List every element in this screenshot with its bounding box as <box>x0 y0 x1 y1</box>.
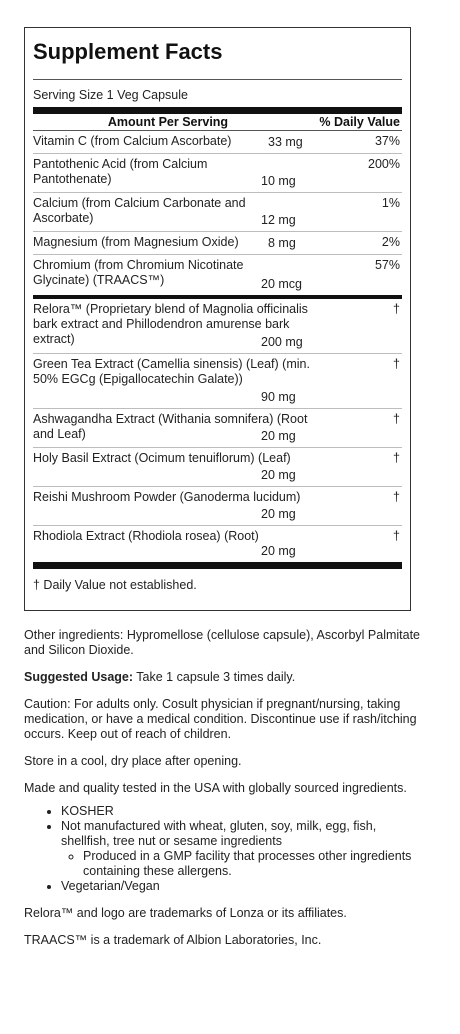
ingredient-amount: 20 mg <box>261 544 296 558</box>
ingredient-amount: 20 mg <box>261 429 296 443</box>
nutrient-daily-value: 200% <box>368 157 400 171</box>
list-item <box>83 849 424 879</box>
ingredient-daily-value: † <box>393 451 400 465</box>
other-ingredients: Other ingredients: Hypromellose (cellulose capsule), Ascorbyl Palmitate and Silicon Dioxide. <box>24 628 421 657</box>
nutrient-row <box>33 255 402 295</box>
ingredient-daily-value: † <box>393 490 400 504</box>
suggested-usage-label: Suggested Usage: <box>24 670 134 684</box>
list-item <box>61 804 424 819</box>
list-item-text: Vegetarian/Vegan <box>61 879 160 893</box>
thick-divider-top <box>33 107 402 114</box>
nutrient-row <box>33 131 402 154</box>
ingredient-name: Relora™ (Proprietary blend of Magnolia officinalis bark extract and Phillodendron amurense bark extract) <box>33 302 308 346</box>
nutrient-name: Calcium (from Calcium Carbonate and Ascorbate) <box>33 196 246 225</box>
ingredient-row <box>33 299 402 354</box>
nutrient-name: Pantothenic Acid (from Calcium Pantothenate) <box>33 157 208 186</box>
suggested-usage <box>24 670 424 685</box>
ingredient-row <box>33 487 402 526</box>
nutrient-name: Magnesium (from Magnesium Oxide) <box>33 235 239 249</box>
list-item <box>61 819 424 879</box>
list-item-text: Produced in a GMP facility that processes other ingredients containing these allergens. <box>83 849 412 878</box>
daily-value-footnote: † Daily Value not established. <box>33 578 197 592</box>
nutrient-amount: 8 mg <box>268 236 296 250</box>
ingredient-name: Rhodiola Extract (Rhodiola rosea) (Root) <box>33 529 259 543</box>
ingredient-row <box>33 354 402 409</box>
nutrient-row <box>33 154 402 193</box>
list-item-text: Not manufactured with wheat, gluten, soy, milk, egg, fish, shellfish, tree nut or sesame ingredients <box>61 819 377 848</box>
nutrient-daily-value: 57% <box>374 258 400 272</box>
ingredient-row <box>33 526 402 562</box>
title-divider <box>33 79 402 80</box>
nutrient-row <box>33 232 402 255</box>
ingredient-amount: 200 mg <box>261 335 303 349</box>
ingredient-name: Green Tea Extract (Camellia sinensis) (Leaf) (min. 50% EGCg (Epigallocatechin Galate)) <box>33 357 310 386</box>
product-attributes-list <box>24 804 424 894</box>
ingredient-name: Holy Basil Extract (Ocimum tenuiflorum) (Leaf) <box>33 451 291 465</box>
nutrient-row <box>33 193 402 232</box>
ingredient-row <box>33 409 402 448</box>
storage-text: Store in a cool, dry place after opening. <box>24 754 242 768</box>
facts-header-row <box>33 114 402 131</box>
thick-divider-bottom <box>33 562 402 569</box>
serving-size: Serving Size 1 Veg Capsule <box>33 88 188 102</box>
ingredient-daily-value: † <box>393 412 400 426</box>
nutrient-daily-value: 1% <box>381 196 400 210</box>
product-information <box>24 628 424 960</box>
nutrient-daily-value: 37% <box>374 134 400 148</box>
nutrient-amount: 20 mcg <box>261 277 302 291</box>
ingredient-row <box>33 448 402 487</box>
ingredient-name: Reishi Mushroom Powder (Ganoderma lucidum) <box>33 490 301 504</box>
nutrient-amount: 10 mg <box>261 174 296 188</box>
facts-title: Supplement Facts <box>33 39 223 64</box>
nutrient-daily-value: 2% <box>381 235 400 249</box>
ingredient-daily-value: † <box>393 302 400 316</box>
ingredient-name: Ashwagandha Extract (Withania somnifera) (Root and Leaf) <box>33 412 308 441</box>
suggested-usage-text: Take 1 capsule 3 times daily. <box>133 670 296 684</box>
nutrient-name: Vitamin C (from Calcium Ascorbate) <box>33 134 232 148</box>
ingredient-amount: 90 mg <box>261 390 296 404</box>
ingredient-daily-value: † <box>393 357 400 371</box>
nutrient-name: Chromium (from Chromium Nicotinate Glycinate) (TRAACS™) <box>33 258 244 287</box>
ingredient-amount: 20 mg <box>261 468 296 482</box>
ingredient-daily-value: † <box>393 529 400 543</box>
relora-trademark: Relora™ and logo are trademarks of Lonza or its affiliates. <box>24 906 347 920</box>
supplement-facts-panel <box>24 27 411 611</box>
traacs-trademark: TRAACS™ is a trademark of Albion Laboratories, Inc. <box>24 933 322 947</box>
made-in-text: Made and quality tested in the USA with globally sourced ingredients. <box>24 781 407 795</box>
ingredient-amount: 20 mg <box>261 507 296 521</box>
nutrient-amount: 33 mg <box>268 135 303 149</box>
header-daily-value: % Daily Value <box>319 115 400 129</box>
nutrient-amount: 12 mg <box>261 213 296 227</box>
caution-text: Caution: For adults only. Cosult physician if pregnant/nursing, taking medication, or have a medical condition. Discontinue use if rash/itching occurs. Keep out of reach of children. <box>24 697 417 741</box>
list-item-text: KOSHER <box>61 804 114 818</box>
list-item <box>61 879 424 894</box>
header-amount-per-serving: Amount Per Serving <box>107 115 229 129</box>
sub-list <box>61 849 424 879</box>
